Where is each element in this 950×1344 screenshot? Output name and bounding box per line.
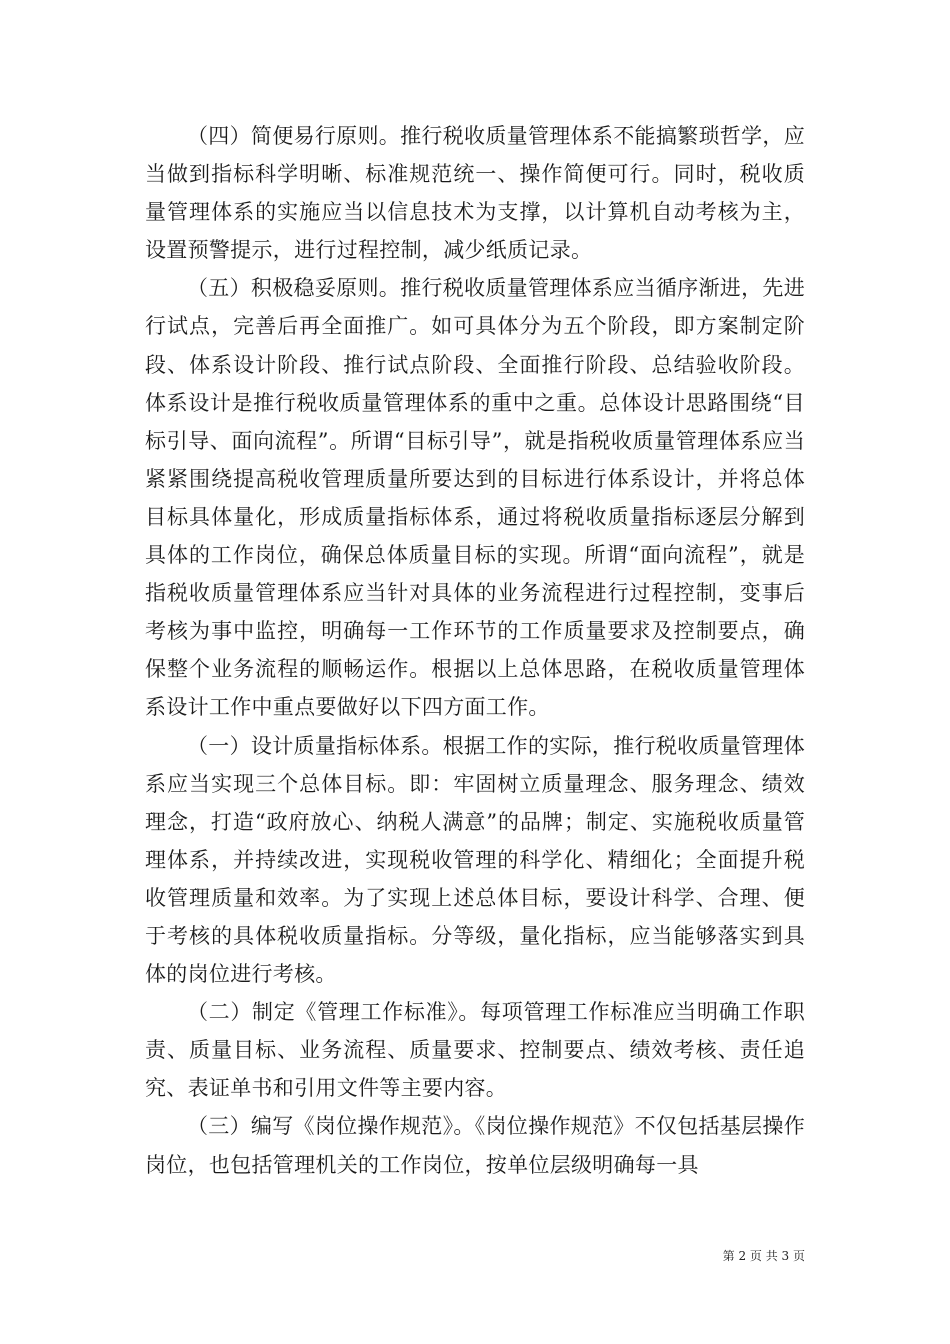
document-body	[145, 117, 805, 1184]
paragraph-task-3: （三）编写《岗位操作规范》。《岗位操作规范》不仅包括基层操作岗位，也包括管理机关的工作岗位，按单位层级明确每一具	[145, 1114, 805, 1177]
paragraph-principle-4: （四）简便易行原则。推行税收质量管理体系不能搞繁琐哲学，应当做到指标科学明晰、标准规范统一、操作简便可行。同时，税收质量管理体系的实施应当以信息技术为支撑，以计算机自动考核为主，设置预警提示，进行过程控制，减少纸质记录。	[145, 124, 805, 263]
page-number: 第 2 页 共 3 页	[722, 1249, 805, 1263]
paragraph-principle-5: （五）积极稳妥原则。推行税收质量管理体系应当循序渐进，先进行试点，完善后再全面推广。如可具体分为五个阶段，即方案制定阶段、体系设计阶段、推行试点阶段、全面推行阶段、总结验收阶段。体系设计是推行税收质量管理体系的重中之重。总体设计思路围绕“目标引导、面向流程”。所谓“目标引导”，就是指税收质量管理体系应当紧紧围绕提高税收管理质量所要达到的目标进行体系设计，并将总体目标具体量化，形成质量指标体系，通过将税收质量指标逐层分解到具体的工作岗位，确保总体质量目标的实现。所谓“面向流程”，就是指税收质量管理体系应当针对具体的业务流程进行过程控制，变事后考核为事中监控，明确每一工作环节的工作质量要求及控制要点，确保整个业务流程的顺畅运作。根据以上总体思路，在税收质量管理体系设计工作中重点要做好以下四方面工作。	[145, 276, 805, 720]
paragraph-task-2: （二）制定《管理工作标准》。每项管理工作标准应当明确工作职责、质量目标、业务流程、质量要求、控制要点、绩效考核、责任追究、表证单书和引用文件等主要内容。	[145, 1000, 805, 1101]
paragraph-task-1: （一）设计质量指标体系。根据工作的实际，推行税收质量管理体系应当实现三个总体目标。即：牢固树立质量理念、服务理念、绩效理念，打造“政府放心、纳税人满意”的品牌；制定、实施税收质量管理体系，并持续改进，实现税收管理的科学化、精细化；全面提升税收管理质量和效率。为了实现上述总体目标，要设计科学、合理、便于考核的具体税收质量指标。分等级，量化指标，应当能够落实到具体的岗位进行考核。	[145, 733, 805, 987]
